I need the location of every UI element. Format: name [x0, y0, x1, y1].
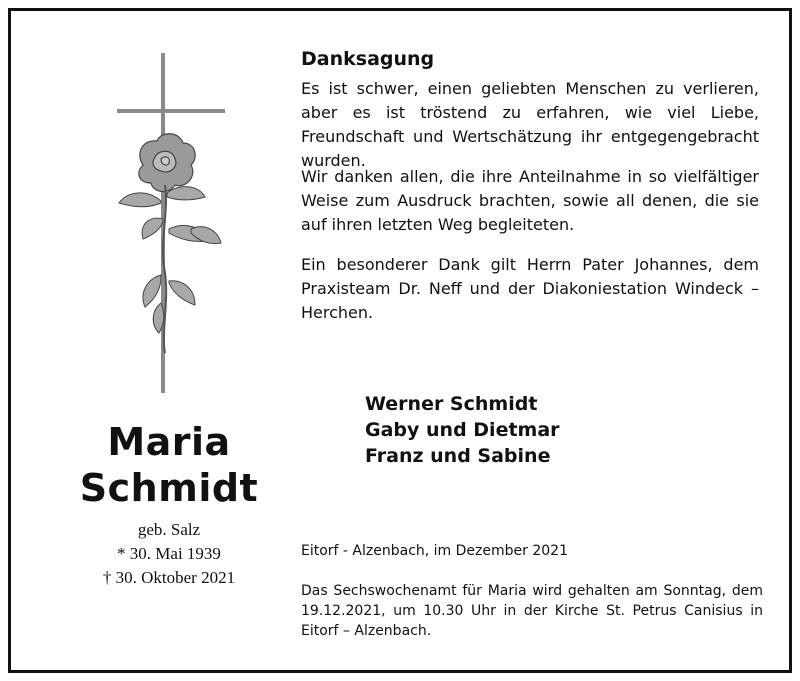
- right-column: [301, 11, 771, 670]
- cross-with-rose-icon: [99, 53, 239, 393]
- paragraph-2: Wir danken allen, die ihre Anteilnahme in so vielfältiger Weise zum Ausdruck brachten, sowie all denen, die sie auf ihren letzten Weg begleiteten.: [301, 167, 759, 234]
- place-date: Eitorf - Alzenbach, im Dezember 2021: [301, 543, 568, 559]
- last-name: Schmidt: [79, 466, 259, 510]
- death-date: † 30. Oktober 2021: [102, 568, 236, 587]
- obituary-frame: [8, 8, 792, 673]
- deceased-name: [19, 419, 319, 511]
- birth-date: * 30. Mai 1939: [117, 544, 221, 563]
- heading: Danksagung: [301, 48, 435, 70]
- signature-1: Werner Schmidt: [365, 393, 538, 415]
- first-name: Maria: [107, 420, 231, 464]
- signatures: [365, 391, 560, 469]
- paragraph-1: Es ist schwer, einen geliebten Menschen zu verlieren, aber es ist tröstend zu erfahren, wie viel Liebe, Freundschaft und Wertschätzung ihr entgegengebracht wurden.: [301, 79, 759, 170]
- left-column: [19, 11, 319, 670]
- memorial-note: Das Sechswochenamt für Maria wird gehalten am Sonntag, dem 19.12.2021, um 10.30 Uhr in der Kirche St. Petrus Canisius in Eitorf – Alzenbach.: [301, 583, 763, 639]
- life-dates: [19, 518, 319, 590]
- birth-name: geb. Salz: [137, 520, 201, 539]
- signature-3: Franz und Sabine: [365, 445, 551, 467]
- paragraph-3: Ein besonderer Dank gilt Herrn Pater Johannes, dem Praxisteam Dr. Neff und der Diakoniestation Windeck – Herchen.: [301, 255, 759, 322]
- signature-2: Gaby und Dietmar: [365, 419, 560, 441]
